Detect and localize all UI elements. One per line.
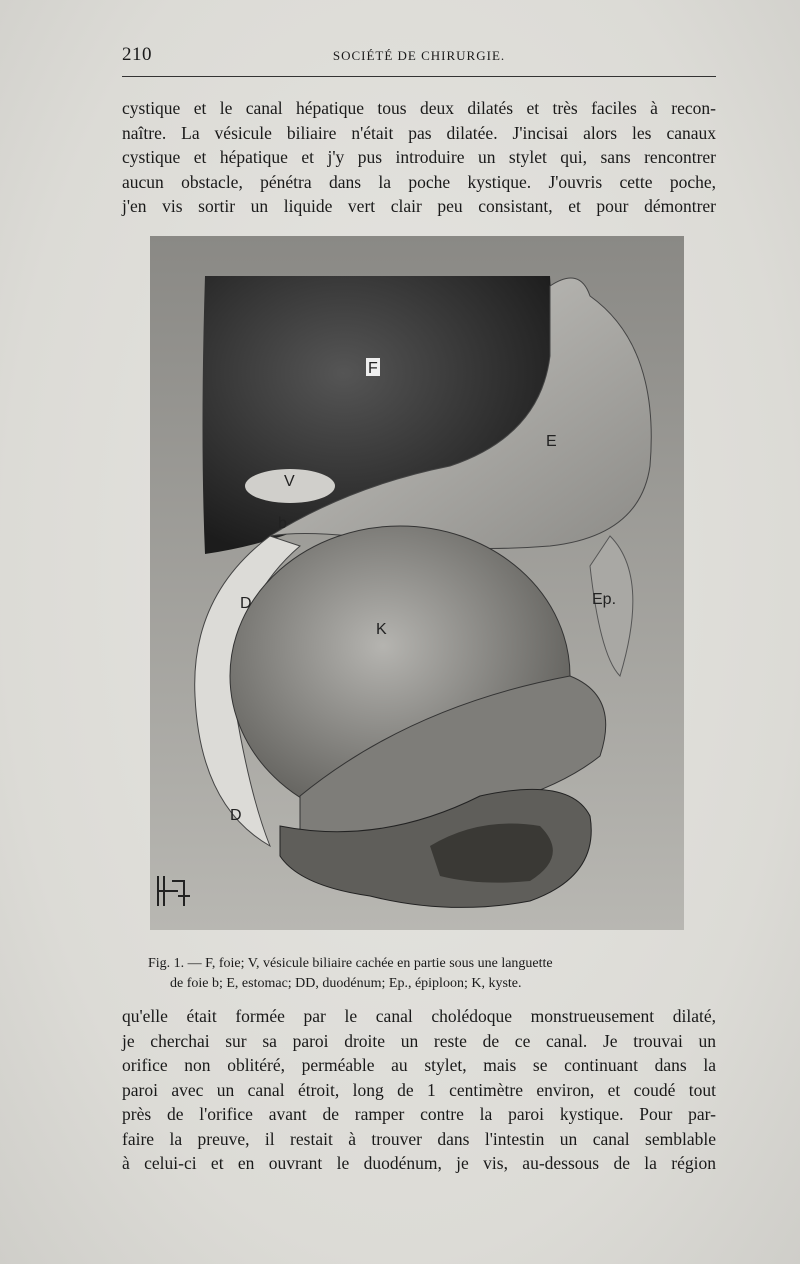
text-line: à celui-ci et en ouvrant le duodénum, je vis, au-dessous de la région — [122, 1153, 716, 1173]
label-V: V — [284, 473, 295, 490]
text-line: paroi avec un canal étroit, long de 1 centimètre environ, et coudé tout — [122, 1079, 716, 1100]
label-F: F — [368, 360, 378, 377]
text-line: orifice non oblitéré, perméable au stylet, mais se continuant dans la — [122, 1055, 716, 1075]
paragraph-bottom — [122, 1004, 716, 1176]
header-rule — [122, 76, 716, 77]
anatomical-figure — [150, 236, 684, 930]
label-Ep: Ep. — [592, 591, 617, 608]
text-line: je cherchai sur sa paroi droite un reste de ce canal. Je trouvai un — [122, 1030, 716, 1051]
label-E: E — [546, 433, 557, 450]
label-D-lower: D — [230, 807, 242, 824]
label-D-upper: D — [240, 595, 252, 612]
text-line: près de l'orifice avant de ramper contre la paroi kystique. Pour par- — [122, 1104, 716, 1124]
caption-line: de foie b; E, estomac; DD, duodénum; Ep., épiploon; K, kyste. — [170, 976, 522, 991]
caption-line: Fig. 1. — F, foie; V, vésicule biliaire cachée en partie sous une languette — [148, 956, 553, 971]
text-line: qu'elle était formée par le canal cholédoque monstrueusement dilaté, — [122, 1006, 716, 1026]
text-line: j'en vis sortir un liquide vert clair peu consistant, et pour démontrer — [122, 196, 716, 216]
text-line: cystique et le canal hépatique tous deux dilatés et très faciles à recon- — [122, 98, 716, 118]
text-line: aucun obstacle, pénétra dans la poche kystique. J'ouvris cette poche, — [122, 171, 716, 192]
page-header — [122, 44, 716, 74]
label-K: K — [376, 621, 387, 638]
text-line: cystique et hépatique et j'y pus introduire un stylet qui, sans rencontrer — [122, 147, 716, 167]
page-number: 210 — [122, 44, 152, 65]
paragraph-top — [122, 96, 716, 219]
running-head: SOCIÉTÉ DE CHIRURGIE. — [332, 48, 506, 63]
figure-caption — [148, 954, 716, 994]
text-line: naître. La vésicule biliaire n'était pas dilatée. J'incisai alors les canaux — [122, 122, 716, 143]
anatomical-illustration — [150, 236, 684, 930]
label-b: b — [278, 515, 287, 532]
text-line: faire la preuve, il restait à trouver dans l'intestin un canal semblable — [122, 1128, 716, 1149]
